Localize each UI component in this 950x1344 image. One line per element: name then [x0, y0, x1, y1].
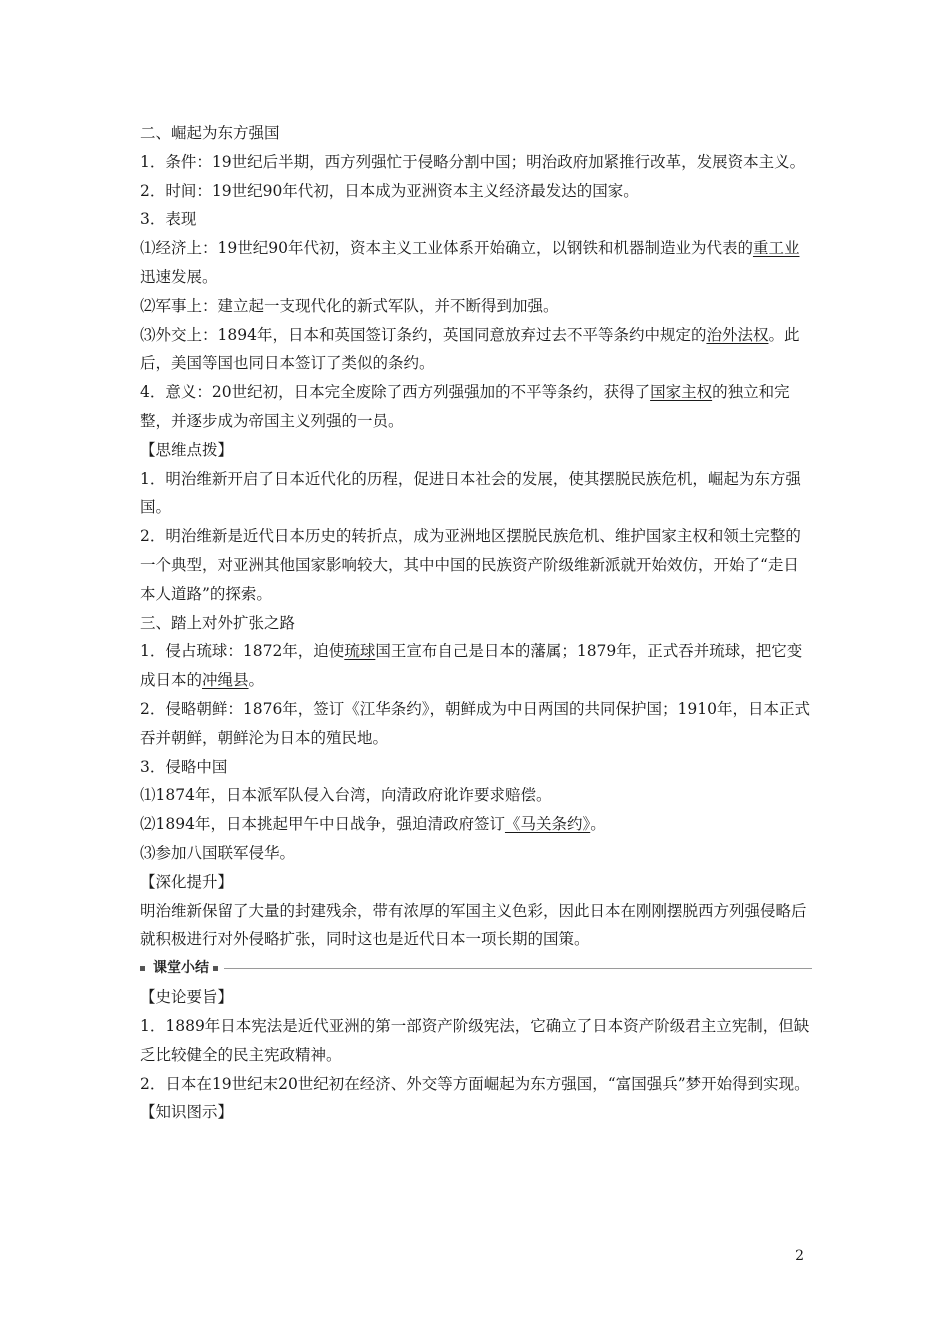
heading-thinking-tips: 【思维点拨】	[140, 440, 234, 459]
paragraph-significance	[140, 378, 812, 436]
underlined-term: 重工业	[752, 239, 800, 258]
text-span: 。	[248, 671, 265, 690]
summary-title: 课堂小结	[153, 960, 209, 977]
text-span: 。	[590, 815, 606, 834]
heading-knowledge-diagram: 【知识图示】	[140, 1103, 234, 1122]
text-span: 国王宣布自己是日本的藩属；1879年，正式吞并琉球，把它变成日本的	[140, 642, 803, 690]
text-span: 1．侵占琉球：1872年，迫使	[140, 642, 345, 661]
paragraph-rise-east: 2．日本在19世纪末20世纪初在经济、外交等方面崛起为东方强国，“富国强兵”梦开始得到实现。	[140, 1074, 810, 1093]
text-span: ⑵1894年，日本挑起甲午中日战争，强迫清政府签订	[140, 815, 505, 834]
paragraph-ryukyu	[140, 637, 812, 695]
paragraph-conditions: 1．条件：19世纪后半期，西方列强忙于侵略分割中国；明治政府加紧推行改革，发展资本主义。	[140, 152, 806, 171]
paragraph-diplomacy	[140, 321, 812, 379]
section-heading-rise: 二、崛起为东方强国	[140, 124, 280, 142]
paragraph-time: 2．时间：19世纪90年代初，日本成为亚洲资本主义经济最发达的国家。	[140, 181, 639, 200]
square-bullet-icon	[140, 966, 145, 971]
text-span: 4．意义：20世纪初，日本完全废除了西方列强强加的不平等条约，获得了	[140, 383, 651, 402]
paragraph-eight-nation: ⑶参加八国联军侵华。	[140, 843, 296, 862]
text-span: 迅速发展。	[140, 267, 218, 286]
underlined-term: 《马关条约》	[504, 815, 591, 834]
underlined-term: 国家主权	[650, 383, 713, 402]
underlined-term: 治外法权	[706, 325, 769, 344]
text-span: ⑶外交上：1894年，日本和英国签订条约，英国同意放弃过去不平等条约中规定的	[140, 325, 707, 344]
paragraph-military: ⑵军事上：建立起一支现代化的新式军队，并不断得到加强。	[140, 296, 559, 315]
text-span: 的独立和完整，并逐步成为帝国主义列强的一员。	[140, 383, 790, 430]
square-bullet-icon	[213, 966, 218, 971]
divider-line	[224, 968, 812, 969]
page-content	[140, 119, 812, 1127]
paragraph-tip-1: 1．明治维新开启了日本近代化的历程，促进日本社会的发展，使其摆脱民族危机，崛起为东方强国。	[140, 469, 801, 517]
text-span: 。此后，美国等国也同日本签订了类似的条约。	[140, 325, 800, 373]
section-heading-expansion: 三、踏上对外扩张之路	[140, 613, 296, 632]
paragraph-war-1894	[140, 810, 812, 839]
paragraph-taiwan-1874: ⑴1874年，日本派军队侵入台湾，向清政府讹诈要求赔偿。	[140, 786, 552, 805]
paragraph-korea: 2．侵略朝鲜：1876年，签订《江华条约》，朝鲜成为中日两国的共同保护国；1910年，日本正式吞并朝鲜，朝鲜沦为日本的殖民地。	[140, 699, 811, 747]
text-span: ⑴经济上：19世纪90年代初，资本主义工业体系开始确立，以钢铁和机器制造业为代表的	[140, 239, 753, 258]
paragraph-deepen: 明治维新保留了大量的封建残余，带有浓厚的军国主义色彩，因此日本在刚刚摆脱西方列强侵略后就积极进行对外侵略扩张，同时这也是近代日本一项长期的国策。	[140, 901, 807, 949]
paragraph-performance: 3．表现	[140, 210, 197, 229]
underlined-term: 琉球	[344, 642, 376, 661]
paragraph-tip-2: 2．明治维新是近代日本历史的转折点，成为亚洲地区摆脱民族危机、维护国家主权和领土完整的一个典型，对亚洲其他国家影响较大，其中中国的民族资产阶级维新派就开始效仿，开始了“走日本人道路”的探索。	[140, 527, 801, 603]
paragraph-economy	[140, 234, 812, 292]
heading-deepen: 【深化提升】	[140, 872, 234, 891]
paragraph-china: 3．侵略中国	[140, 757, 228, 776]
section-divider-summary	[140, 954, 812, 983]
heading-key-points: 【史论要旨】	[140, 988, 234, 1007]
underlined-term: 冲绳县	[202, 671, 249, 690]
paragraph-constitution: 1．1889年日本宪法是近代亚洲的第一部资产阶级宪法，它确立了日本资产阶级君主立宪制，但缺乏比较健全的民主宪政精神。	[140, 1016, 810, 1064]
page-number: 2	[795, 1248, 804, 1264]
